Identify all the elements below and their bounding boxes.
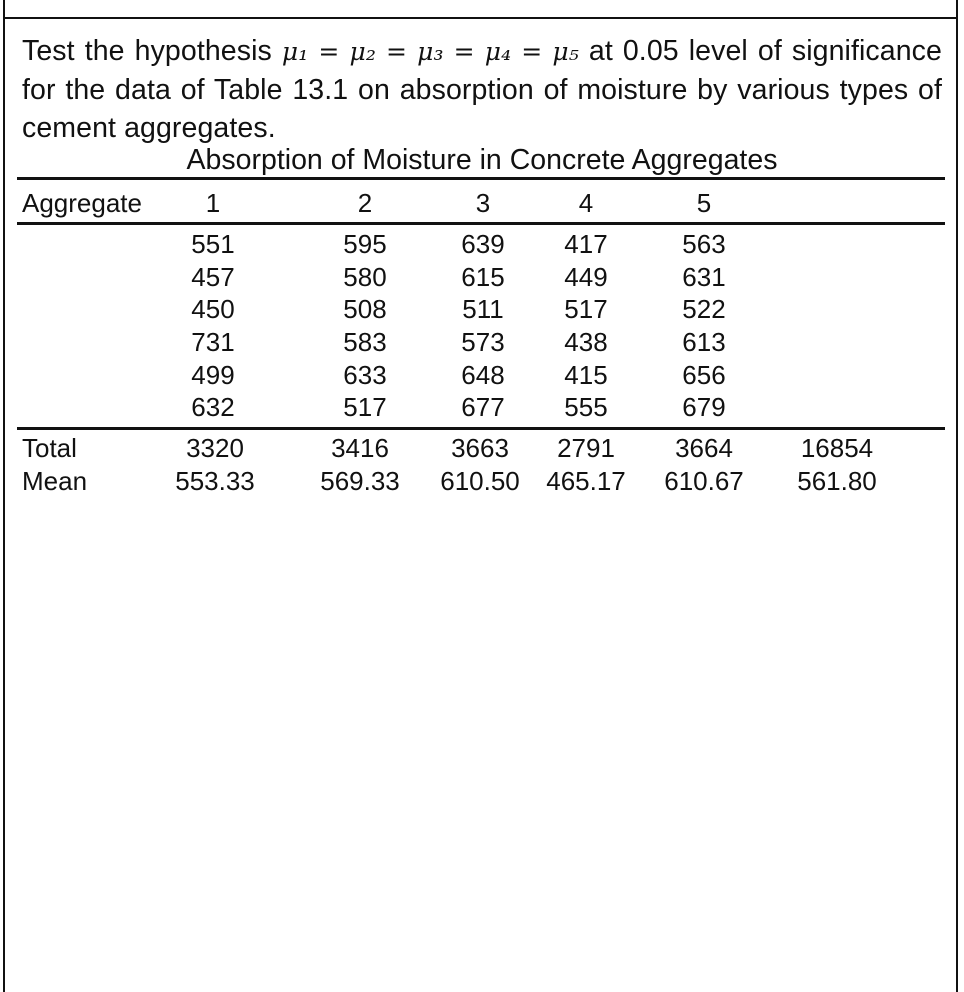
table-cell: 450 <box>191 294 235 324</box>
table-cell: 449 <box>564 262 608 292</box>
frame-top-border <box>3 17 958 19</box>
table-cell: 563 <box>682 229 726 259</box>
table-header-rule <box>17 222 945 225</box>
column-header: 1 <box>205 188 221 218</box>
mean-value: 553.33 <box>175 466 255 496</box>
grand-total: 16854 <box>800 433 874 463</box>
table-total-rule <box>17 427 945 430</box>
mean-value: 569.33 <box>320 466 400 496</box>
table-cell: 517 <box>343 392 387 422</box>
problem-text-after: at 0.05 level of significance for the data of Table 13.1 on absorption of moisture by various types of cement aggregates. <box>22 35 942 144</box>
table-cell: 615 <box>461 262 505 292</box>
table-cell: 551 <box>191 229 235 259</box>
table-top-rule <box>17 177 945 180</box>
table-title: Absorption of Moisture in Concrete Aggregates <box>186 144 778 176</box>
table-cell: 613 <box>682 327 726 357</box>
column-header: 2 <box>357 188 373 218</box>
table-cell: 457 <box>191 262 235 292</box>
table-cell: 648 <box>461 360 505 390</box>
table-cell: 633 <box>343 360 387 390</box>
table-cell: 517 <box>564 294 608 324</box>
total-label: Total <box>22 433 77 463</box>
header-label: Aggregate <box>22 188 142 218</box>
table-cell: 522 <box>682 294 726 324</box>
table-cell: 583 <box>343 327 387 357</box>
problem-text-before: Test the hypothesis <box>22 35 282 67</box>
table-cell: 438 <box>564 327 608 357</box>
total-value: 2791 <box>557 433 615 463</box>
column-header: 5 <box>696 188 712 218</box>
hypothesis-formula: μ₁ = μ₂ = μ₃ = μ₄ = μ₅ <box>281 37 579 66</box>
table-cell: 677 <box>461 392 505 422</box>
table-cell: 415 <box>564 360 608 390</box>
column-header: 3 <box>475 188 491 218</box>
table-cell: 656 <box>682 360 726 390</box>
table-cell: 639 <box>461 229 505 259</box>
table-cell: 499 <box>191 360 235 390</box>
table-cell: 731 <box>191 327 235 357</box>
table-cell: 508 <box>343 294 387 324</box>
table-cell: 631 <box>682 262 726 292</box>
column-header: 4 <box>578 188 594 218</box>
mean-value: 465.17 <box>546 466 626 496</box>
grand-mean: 561.80 <box>797 466 877 496</box>
table-cell: 511 <box>462 294 504 324</box>
mean-value: 610.67 <box>664 466 744 496</box>
problem-statement <box>22 32 942 147</box>
table-cell: 580 <box>343 262 387 292</box>
table-cell: 573 <box>461 327 505 357</box>
total-value: 3664 <box>675 433 733 463</box>
total-value: 3320 <box>186 433 244 463</box>
table-cell: 632 <box>191 392 235 422</box>
table-cell: 595 <box>343 229 387 259</box>
total-value: 3416 <box>331 433 389 463</box>
mean-value: 610.50 <box>440 466 520 496</box>
table-cell: 679 <box>682 392 726 422</box>
total-value: 3663 <box>451 433 509 463</box>
table-cell: 555 <box>564 392 608 422</box>
table-cell: 417 <box>564 229 608 259</box>
mean-label: Mean <box>22 466 88 496</box>
